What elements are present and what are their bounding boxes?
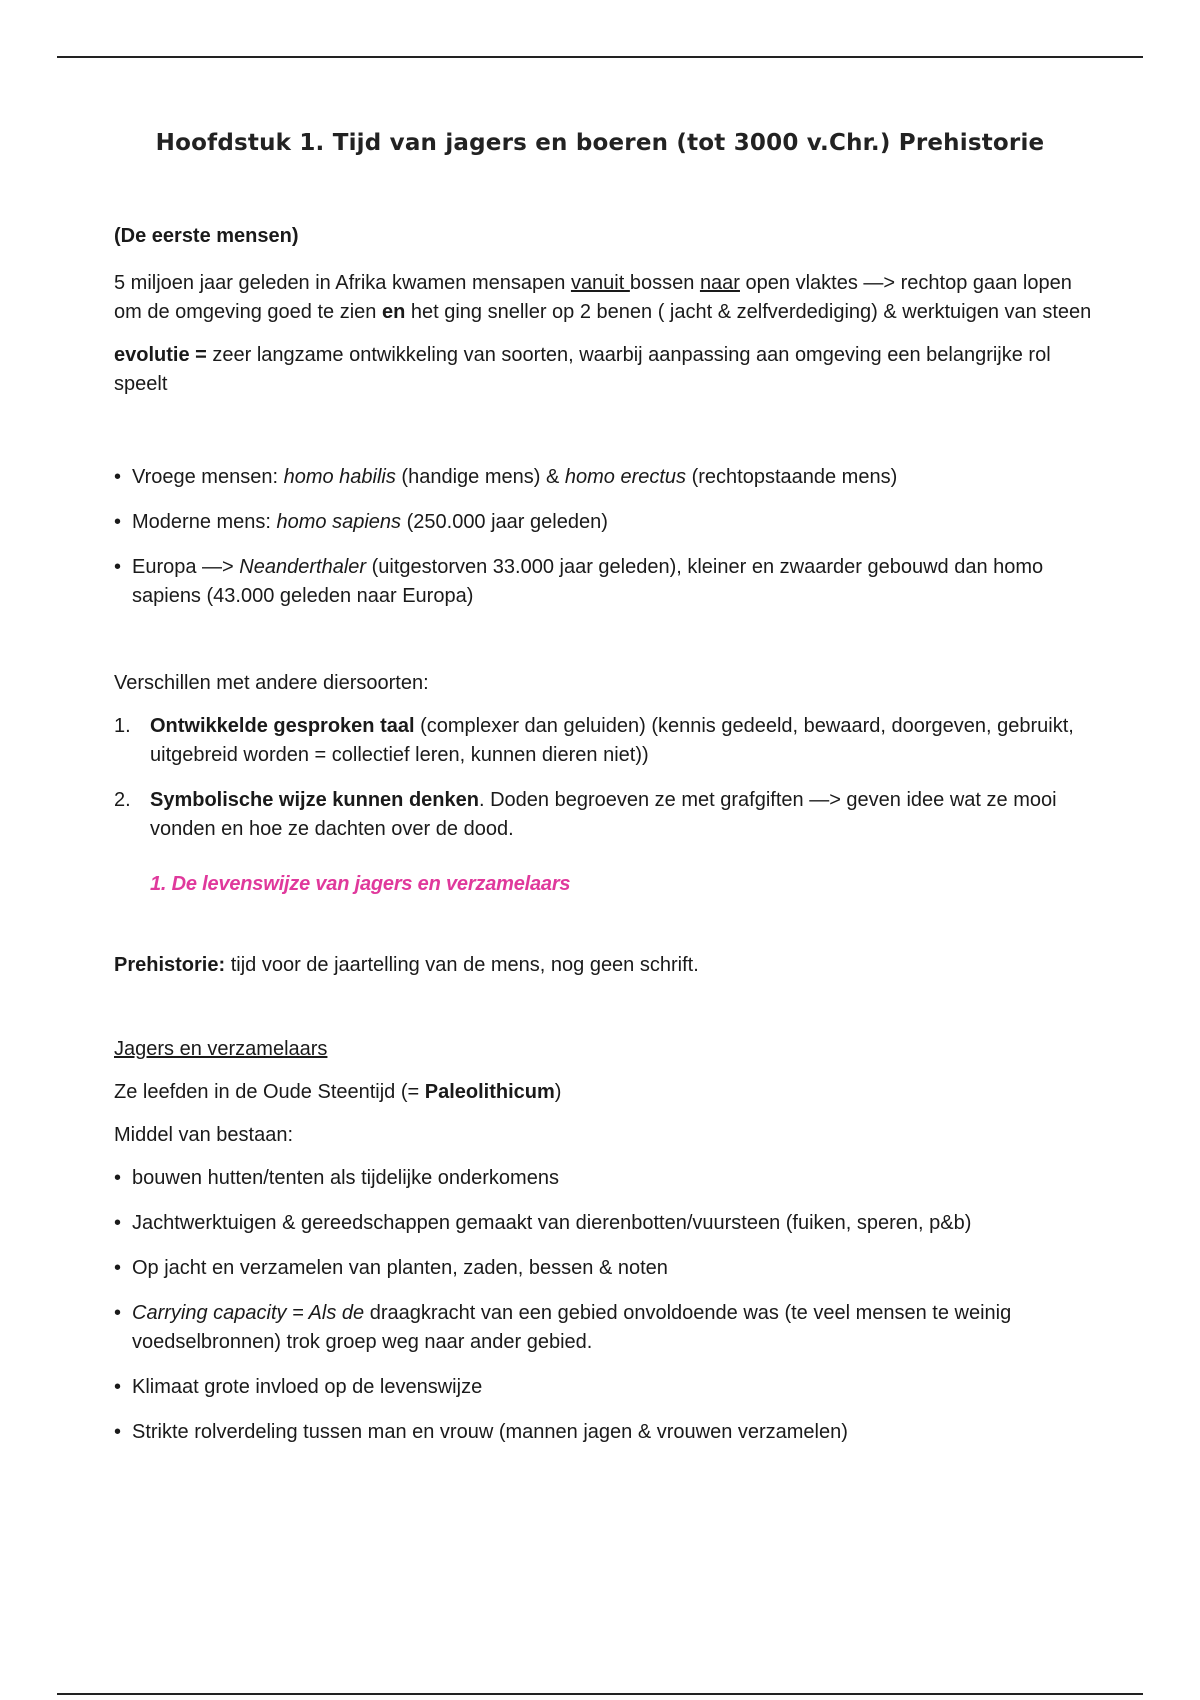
list-item: [114, 1254, 1094, 1283]
text: (uitgestorven 33.000 jaar geleden), kleiner en zwaarder gebouwd dan homo sapiens (43.000 geleden naar Europa): [132, 556, 1044, 607]
text: Strikte rolverdeling tussen man en vrouw (mannen jagen & vrouwen verzamelen): [132, 1421, 848, 1443]
differences-list: [114, 712, 1094, 844]
text: Ze leefden in de Oude Steentijd (=: [114, 1081, 425, 1103]
italic-text: Carrying capacity = Als de: [132, 1302, 365, 1324]
text: 5 miljoen jaar geleden in Afrika kwamen mensapen: [114, 272, 571, 294]
list-item: [114, 712, 1094, 770]
text: Moderne mens:: [132, 511, 277, 533]
section-heading-first-humans: (De eerste mensen): [114, 225, 299, 247]
bold-text: en: [381, 301, 406, 323]
text: Vroege mensen:: [132, 466, 284, 488]
document-body: [114, 222, 1094, 1463]
hunters-heading: Jagers en verzamelaars: [114, 1038, 328, 1060]
list-number: 2.: [114, 789, 131, 811]
text: ): [554, 1081, 562, 1103]
spacer: [114, 627, 1094, 669]
spacer: [114, 413, 1094, 463]
prehistory-term: Prehistorie:: [114, 954, 226, 976]
humans-list: [114, 463, 1094, 611]
list-number: 1.: [114, 715, 131, 737]
prehistory-definition: tijd voor de jaartelling van de mens, nog geen schrift.: [225, 954, 699, 976]
text: (complexer dan geluiden) (kennis gedeeld, bewaard, doorgeven, gebruikt, uitgebreid worden = collectief leren, kunnen dieren niet)): [150, 715, 1074, 766]
text: open vlaktes —> rechtop gaan lopen om de omgeving goed te zien: [114, 272, 1072, 323]
list-item: [114, 553, 1094, 611]
text: Europa —>: [132, 556, 240, 578]
italic-text: Neanderthaler: [239, 556, 367, 578]
differences-intro: Verschillen met andere diersoorten:: [114, 672, 429, 694]
italic-text: homo sapiens: [276, 511, 402, 533]
paragraph-origins: [114, 269, 1094, 327]
bottom-rule: [57, 1693, 1143, 1695]
text: (250.000 jaar geleden): [401, 511, 608, 533]
bold-text: Symbolische wijze kunnen denken: [150, 789, 479, 811]
text: (rechtopstaande mens): [686, 466, 898, 488]
evolution-definition: zeer langzame ontwikkeling van soorten, waarbij aanpassing aan omgeving een belangrijke rol speelt: [114, 344, 1051, 395]
text: Klimaat grote invloed op de levenswijze: [132, 1376, 483, 1398]
text: Jachtwerktuigen & gereedschappen gemaakt van dierenbotten/vuursteen (fuiken, speren, p&b): [132, 1212, 972, 1234]
evolution-term: evolutie =: [114, 344, 207, 366]
list-item: [114, 508, 1094, 537]
underlined-text: naar: [699, 272, 740, 294]
text: . Doden begroeven ze met grafgiften —> geven idee wat ze mooi vonden en hoe ze dachten over de dood.: [150, 789, 1057, 840]
chapter-heading: 1. De levenswijze van jagers en verzamelaars: [150, 873, 571, 895]
list-item: [114, 1164, 1094, 1193]
list-item: [114, 1373, 1094, 1402]
paragraph-prehistory: [114, 951, 1094, 980]
paragraph-paleolithic: [114, 1078, 1094, 1107]
list-item: [114, 786, 1094, 844]
text: (handige mens) &: [395, 466, 565, 488]
text: bouwen hutten/tenten als tijdelijke onderkomens: [132, 1167, 559, 1189]
spacer: [114, 980, 1094, 1035]
text: het ging sneller op 2 benen ( jacht & zelfverdediging) & werktuigen van steen: [405, 301, 1092, 323]
top-rule: [57, 56, 1143, 58]
underlined-text: vanuit: [570, 272, 630, 294]
means-list: [114, 1164, 1094, 1447]
text: draagkracht van een gebied onvoldoende was (te veel mensen te weinig voedselbronnen) trok groep weg naar ander gebied.: [132, 1302, 1012, 1353]
paragraph-evolution: [114, 341, 1094, 399]
italic-text: homo erectus: [564, 466, 687, 488]
italic-text: homo habilis: [283, 466, 396, 488]
text: Op jacht en verzamelen van planten, zaden, bessen & noten: [132, 1257, 668, 1279]
bold-text: Paleolithicum: [424, 1081, 555, 1103]
list-item: [114, 1299, 1094, 1357]
list-item: [114, 463, 1094, 492]
list-item: [114, 1209, 1094, 1238]
spacer: [114, 899, 1094, 951]
text: bossen: [629, 272, 700, 294]
means-intro: Middel van bestaan:: [114, 1124, 294, 1146]
document-title: Hoofdstuk 1. Tijd van jagers en boeren (tot 3000 v.Chr.) Prehistorie: [155, 130, 1045, 156]
list-item: [114, 1418, 1094, 1447]
bold-text: Ontwikkelde gesproken taal: [150, 715, 415, 737]
